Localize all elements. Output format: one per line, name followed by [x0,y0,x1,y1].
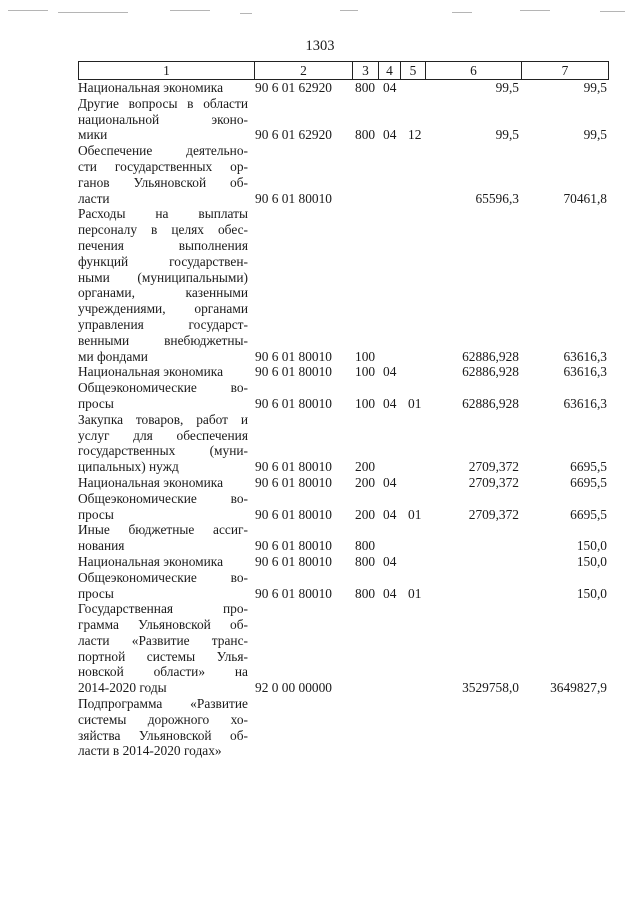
row-value-2020: 99,5 [583,127,607,143]
row-col-4: 04 [383,395,397,411]
description-line: Национальная экономика [78,364,224,380]
description-line: грамма Ульяновской об- [78,617,248,633]
table-row [78,364,609,380]
row-code: 90 6 01 80010 [255,459,332,475]
row-description [78,475,248,491]
description-line: государственных (муни- [78,443,248,459]
description-line: новской области» на [78,664,248,680]
row-col-4: 04 [383,474,397,490]
description-line: Подпрограмма «Развитие [78,696,248,712]
table-row [78,522,609,554]
row-code: 92 0 00 00000 [255,680,332,696]
description-line: Закупка товаров, работ и [78,411,248,427]
row-col-5: 12 [408,127,422,143]
description-line: просы [78,395,114,411]
table-row [78,491,609,523]
header-col-7: 7 [561,63,569,78]
row-col-3: 200 [355,506,376,522]
row-col-4: 04 [383,506,397,522]
description-line: национальной эконо- [78,111,248,127]
row-value-2020: 6695,5 [570,474,607,490]
header-col-5: 5 [401,62,426,79]
row-value-2019: 2709,372 [468,474,519,490]
row-value-2020: 99,5 [583,80,607,95]
description-line: ласти «Развитие транс- [78,632,248,648]
table-row [78,380,609,412]
row-description [78,96,248,143]
row-value-2020: 150,0 [576,585,607,601]
description-line: Национальная экономика [78,553,224,569]
row-description [78,412,248,475]
row-col-3: 800 [355,80,376,95]
description-line: учреждениями, органами [78,301,248,317]
row-description [78,206,248,364]
description-line: просы [78,506,114,522]
table-row [78,696,609,759]
description-line: нования [78,538,125,554]
row-description [78,143,248,206]
row-description [78,80,248,96]
row-col-3: 800 [355,127,376,143]
table-row [78,412,609,475]
row-code: 90 6 01 80010 [255,585,332,601]
description-line: Общеэкономические во- [78,380,248,396]
row-col-3: 100 [355,348,376,364]
description-line: Национальная экономика [78,474,224,490]
row-value-2020: 63616,3 [563,364,607,380]
row-description [78,522,248,554]
row-description [78,491,248,523]
description-line: 2014-2020 годы [78,680,167,696]
row-col-3: 200 [355,474,376,490]
description-line: венными внебюджетны- [78,332,248,348]
description-line: ганов Ульяновской об- [78,174,248,190]
description-line: функций государствен- [78,253,248,269]
row-value-2019: 62886,928 [462,364,519,380]
row-description [78,601,248,696]
header-col-6: 6 [426,62,522,79]
description-line: системы дорожного хо- [78,711,248,727]
row-value-2019: 65596,3 [475,190,519,206]
row-col-3: 800 [355,538,376,554]
header-col-3: 3 [353,62,379,79]
table-header-row [78,61,609,80]
row-code: 90 6 01 80010 [255,395,332,411]
table-row [78,554,609,570]
row-col-3: 200 [355,459,376,475]
row-value-2020: 63616,3 [563,348,607,364]
row-value-2019: 99,5 [495,80,519,95]
row-code: 90 6 01 62920 [255,127,332,143]
row-description [78,364,248,380]
row-value-2019: 99,5 [495,127,519,143]
description-line: органами, казенными [78,285,248,301]
row-col-3: 800 [355,553,376,569]
row-code: 90 6 01 80010 [255,474,332,490]
description-line: управления государст- [78,316,248,332]
row-description [78,380,248,412]
description-line: Государственная про- [78,601,248,617]
description-line: Общеэкономические во- [78,569,248,585]
description-line: просы [78,585,114,601]
row-code: 90 6 01 80010 [255,364,332,380]
budget-table [78,61,609,759]
row-col-4: 04 [383,80,397,95]
description-line: Расходы на выплаты [78,206,248,222]
table-row [78,570,609,602]
row-value-2019: 62886,928 [462,348,519,364]
row-col-4: 04 [383,127,397,143]
row-value-2020: 150,0 [576,538,607,554]
description-line: персоналу в целях обес- [78,222,248,238]
description-line: ципальных) нужд [78,459,179,475]
header-col-2: 2 [255,62,353,79]
description-line: ными (муниципальными) [78,269,248,285]
row-value-2020: 63616,3 [563,395,607,411]
description-line: Другие вопросы в области [78,95,248,111]
row-code: 90 6 01 80010 [255,553,332,569]
description-line: зяйства Ульяновской об- [78,727,248,743]
header-col-4: 4 [379,62,401,79]
description-line: Общеэкономические во- [78,490,248,506]
table-row [78,601,609,696]
description-line: Иные бюджетные ассиг- [78,522,248,538]
row-value-2020: 6695,5 [570,506,607,522]
row-code: 90 6 01 80010 [255,538,332,554]
row-code: 90 6 01 80010 [255,506,332,522]
page-number: 1303 [305,38,335,54]
row-description [78,570,248,602]
row-description [78,696,248,759]
description-line: услуг для обеспечения [78,427,248,443]
row-col-5: 01 [408,585,422,601]
scan-top-edge [0,10,640,20]
row-value-2020: 70461,8 [563,190,607,206]
row-col-3: 800 [355,585,376,601]
row-col-3: 100 [355,364,376,380]
description-line: мики [78,127,108,143]
header-col-1: 1 [79,62,255,79]
row-code: 90 6 01 80010 [255,348,332,364]
description-line: Национальная экономика [78,80,224,95]
table-row [78,143,609,206]
row-col-3: 100 [355,395,376,411]
description-line: портной системы Улья- [78,648,248,664]
table-row [78,475,609,491]
row-description [78,554,248,570]
description-line: ми фондами [78,348,148,364]
row-code: 90 6 01 62920 [255,80,332,95]
table-row [78,96,609,143]
row-col-5: 01 [408,506,422,522]
description-line: ласти [78,190,110,206]
row-value-2019: 3529758,0 [462,680,519,696]
row-value-2020: 150,0 [576,553,607,569]
table-row [78,80,609,96]
row-value-2020: 6695,5 [570,459,607,475]
row-col-4: 04 [383,364,397,380]
row-value-2019: 2709,372 [468,506,519,522]
description-line: Обеспечение деятельно- [78,143,248,159]
table-body [78,80,609,759]
row-col-5: 01 [408,395,422,411]
row-code: 90 6 01 80010 [255,190,332,206]
row-col-4: 04 [383,553,397,569]
table-row [78,206,609,364]
description-line: ласти в 2014-2020 годах» [78,743,222,759]
description-line: печения выполнения [78,237,248,253]
description-line: сти государственных ор- [78,158,248,174]
row-value-2020: 3649827,9 [550,680,607,696]
row-value-2019: 62886,928 [462,395,519,411]
row-col-4: 04 [383,585,397,601]
row-value-2019: 2709,372 [468,459,519,475]
